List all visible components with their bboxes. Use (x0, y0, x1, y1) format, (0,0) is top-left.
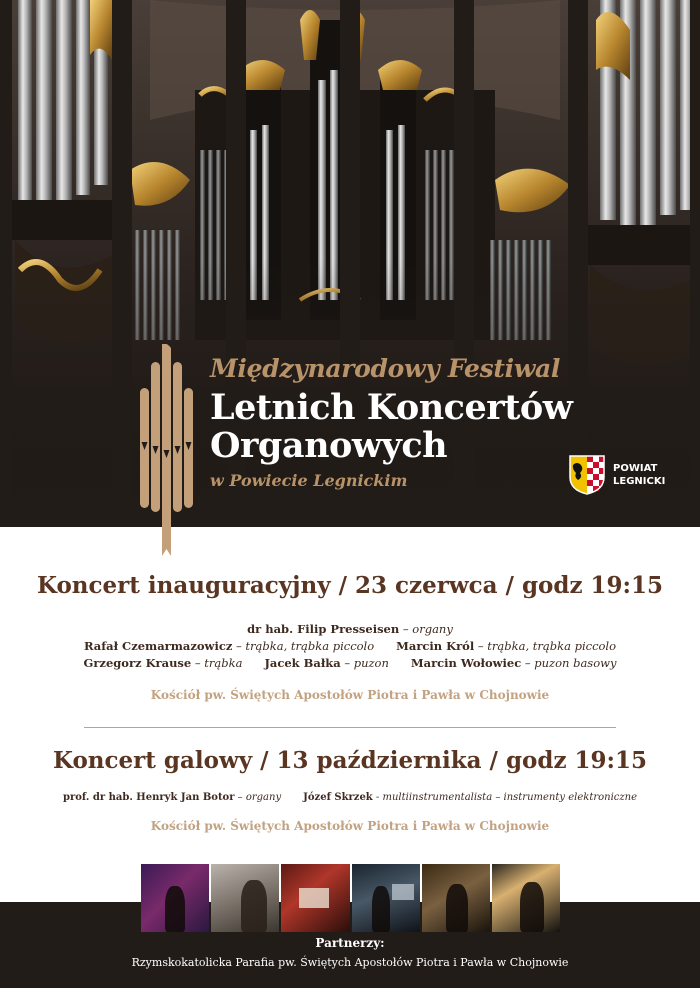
partners-text: Rzymskokatolicka Parafia pw. Świętych Apostołów Piotra i Pawła w Chojnowie (131, 956, 569, 969)
powiat-legnicki-logo (569, 455, 665, 495)
performer-name: Józef Skrzek (303, 792, 373, 803)
lineup-row-gala (0, 792, 700, 803)
performer-role: – trąbka (191, 656, 243, 670)
performer-role: – organy (234, 792, 282, 803)
performer-name: prof. dr hab. Henryk Jan Botor (63, 792, 235, 803)
partners-label: Partnerzy: (315, 936, 385, 950)
festival-title-line2: Organowych (210, 425, 448, 466)
concert-photo (211, 864, 279, 932)
lineup-row-3 (0, 656, 700, 670)
performer-role: – puzon (340, 656, 389, 670)
organ-pipes-logo-icon (138, 344, 196, 556)
lineup-row-2 (0, 639, 700, 653)
performer-role: – organy (399, 622, 453, 636)
festival-title-block (210, 354, 590, 490)
performer-name: Grzegorz Krause (83, 656, 192, 670)
performer-name: Rafał Czemarmazowicz (83, 639, 233, 653)
concert-photo (422, 864, 490, 932)
concert-photo (492, 864, 560, 932)
concert-photo-strip (141, 864, 560, 932)
concert-photo (352, 864, 420, 932)
concert-inaugural-venue: Kościół pw. Świętych Apostołów Piotra i Pawła w Chojnowie (150, 688, 550, 702)
coat-of-arms-icon (569, 455, 605, 495)
performer-name: Marcin Król (396, 639, 475, 653)
concert-photo (141, 864, 209, 932)
performer-role: - multiinstrumentalista – instrumenty elektroniczne (372, 792, 637, 803)
performer-name: Marcin Wołowiec (410, 656, 522, 670)
concert-inaugural-heading: Koncert inauguracyjny / 23 czerwca / godz 19:15 (36, 572, 664, 599)
performer-role: – trąbka, trąbka piccolo (232, 639, 375, 653)
powiat-logo-line1: POWIAT (613, 463, 658, 474)
section-divider (84, 727, 616, 728)
performer-name: dr hab. Filip Presseisen (247, 622, 400, 636)
performer-role: – puzon basowy (521, 656, 617, 670)
concert-gala-venue: Kościół pw. Świętych Apostołów Piotra i Pawła w Chojnowie (150, 819, 550, 833)
powiat-logo-line2: LEGNICKI (613, 476, 666, 487)
festival-title-line1: Letnich Koncertów (210, 387, 573, 428)
festival-title-top: Międzynarodowy Festiwal (210, 354, 561, 383)
festival-subtitle: w Powiecie Legnickim (210, 471, 408, 490)
powiat-logo-text (613, 462, 665, 488)
performer-role: – trąbka, trąbka piccolo (474, 639, 617, 653)
performer-name: Jacek Bałka (264, 656, 341, 670)
concert-gala-heading: Koncert galowy / 13 października / godz 19:15 (52, 747, 648, 774)
lineup-row-1 (0, 622, 700, 636)
concert-photo (281, 864, 349, 932)
